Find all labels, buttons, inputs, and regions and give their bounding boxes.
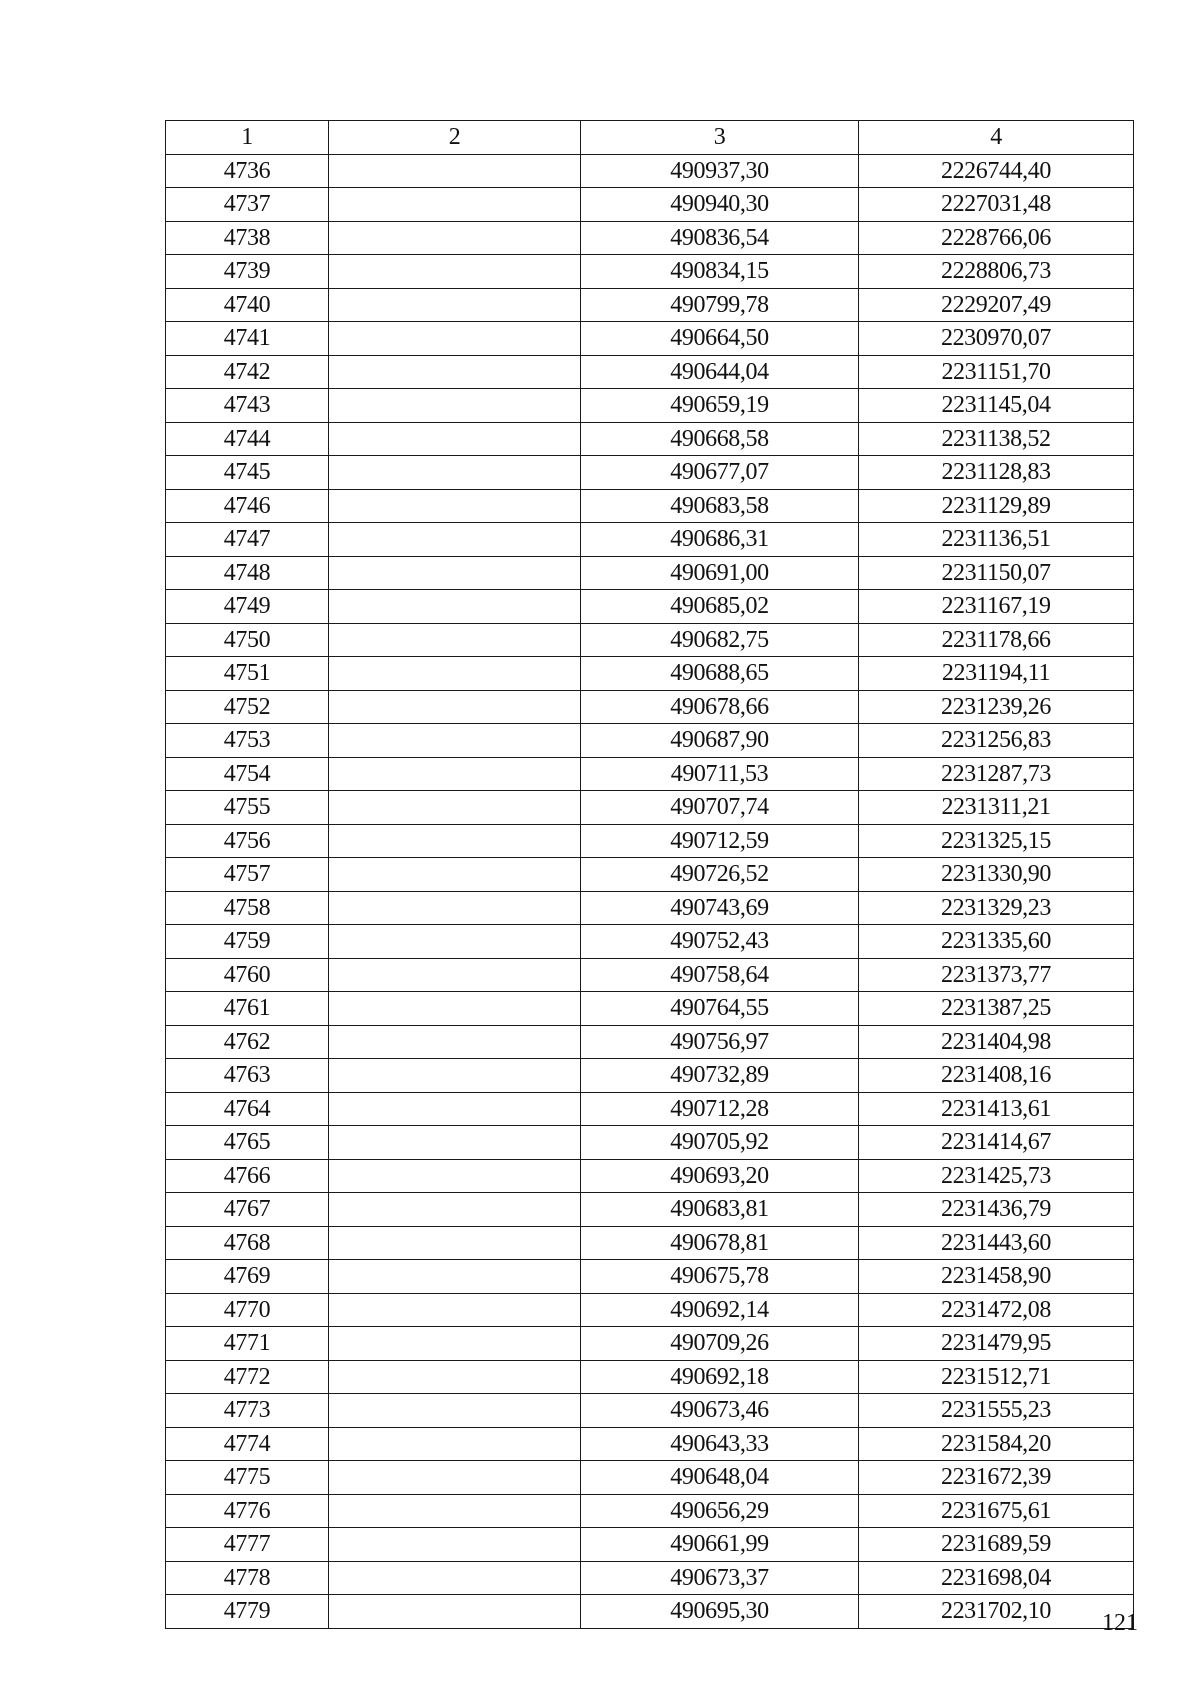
table-row [166, 523, 1134, 557]
col2-cell [329, 188, 581, 222]
y-coordinate-cell: 2231472,08 [859, 1293, 1134, 1327]
y-coordinate-cell: 2227031,48 [859, 188, 1134, 222]
point-number-cell: 4768 [166, 1226, 329, 1260]
x-coordinate-cell: 490678,66 [581, 690, 859, 724]
x-coordinate-cell: 490683,81 [581, 1193, 859, 1227]
y-coordinate-cell: 2231584,20 [859, 1427, 1134, 1461]
point-number-cell: 4744 [166, 422, 329, 456]
table-row [166, 1126, 1134, 1160]
point-number-cell: 4746 [166, 489, 329, 523]
table-body [166, 154, 1134, 1628]
col2-cell [329, 1059, 581, 1093]
col2-cell [329, 154, 581, 188]
col2-cell [329, 791, 581, 825]
point-number-cell: 4743 [166, 389, 329, 423]
point-number-cell: 4749 [166, 590, 329, 624]
point-number-cell: 4770 [166, 1293, 329, 1327]
page-number: 121 [1102, 1610, 1138, 1636]
col2-cell [329, 690, 581, 724]
point-number-cell: 4779 [166, 1595, 329, 1629]
y-coordinate-cell: 2229207,49 [859, 288, 1134, 322]
y-coordinate-cell: 2231145,04 [859, 389, 1134, 423]
point-number-cell: 4754 [166, 757, 329, 791]
y-coordinate-cell: 2231675,61 [859, 1494, 1134, 1528]
y-coordinate-cell: 2231413,61 [859, 1092, 1134, 1126]
table-row [166, 1394, 1134, 1428]
table-row [166, 891, 1134, 925]
table-row [166, 322, 1134, 356]
y-coordinate-cell: 2231329,23 [859, 891, 1134, 925]
y-coordinate-cell: 2231287,73 [859, 757, 1134, 791]
col2-cell [329, 1360, 581, 1394]
col2-cell [329, 1461, 581, 1495]
table-row [166, 255, 1134, 289]
x-coordinate-cell: 490688,65 [581, 657, 859, 691]
col2-cell [329, 590, 581, 624]
col2-cell [329, 288, 581, 322]
point-number-cell: 4741 [166, 322, 329, 356]
table-row [166, 1059, 1134, 1093]
table-row [166, 1025, 1134, 1059]
x-coordinate-cell: 490692,18 [581, 1360, 859, 1394]
x-coordinate-cell: 490668,58 [581, 422, 859, 456]
col2-cell [329, 255, 581, 289]
y-coordinate-cell: 2231256,83 [859, 724, 1134, 758]
x-coordinate-cell: 490732,89 [581, 1059, 859, 1093]
y-coordinate-cell: 2231128,83 [859, 456, 1134, 490]
x-coordinate-cell: 490711,53 [581, 757, 859, 791]
x-coordinate-cell: 490673,37 [581, 1561, 859, 1595]
point-number-cell: 4774 [166, 1427, 329, 1461]
y-coordinate-cell: 2231479,95 [859, 1327, 1134, 1361]
table-row [166, 1293, 1134, 1327]
table-row [166, 1595, 1134, 1629]
col2-cell [329, 1494, 581, 1528]
y-coordinate-cell: 2231325,15 [859, 824, 1134, 858]
x-coordinate-cell: 490937,30 [581, 154, 859, 188]
y-coordinate-cell: 2231443,60 [859, 1226, 1134, 1260]
x-coordinate-cell: 490664,50 [581, 322, 859, 356]
table-row [166, 690, 1134, 724]
col2-cell [329, 523, 581, 557]
table-row [166, 590, 1134, 624]
x-coordinate-cell: 490686,31 [581, 523, 859, 557]
x-coordinate-cell: 490940,30 [581, 188, 859, 222]
col2-cell [329, 925, 581, 959]
point-number-cell: 4777 [166, 1528, 329, 1562]
col2-cell [329, 824, 581, 858]
col2-cell [329, 657, 581, 691]
table-row [166, 1494, 1134, 1528]
point-number-cell: 4736 [166, 154, 329, 188]
table-row [166, 188, 1134, 222]
table-row [166, 1461, 1134, 1495]
y-coordinate-cell: 2231178,66 [859, 623, 1134, 657]
y-coordinate-cell: 2231404,98 [859, 1025, 1134, 1059]
y-coordinate-cell: 2231555,23 [859, 1394, 1134, 1428]
point-number-cell: 4765 [166, 1126, 329, 1160]
y-coordinate-cell: 2231698,04 [859, 1561, 1134, 1595]
x-coordinate-cell: 490758,64 [581, 958, 859, 992]
y-coordinate-cell: 2231512,71 [859, 1360, 1134, 1394]
x-coordinate-cell: 490709,26 [581, 1327, 859, 1361]
x-coordinate-cell: 490648,04 [581, 1461, 859, 1495]
table-row [166, 1360, 1134, 1394]
col2-cell [329, 1260, 581, 1294]
col2-cell [329, 1159, 581, 1193]
table-row [166, 1193, 1134, 1227]
table-row [166, 1528, 1134, 1562]
col2-cell [329, 1561, 581, 1595]
point-number-cell: 4742 [166, 355, 329, 389]
table-row [166, 1226, 1134, 1260]
table-header [166, 121, 1134, 155]
y-coordinate-cell: 2231129,89 [859, 489, 1134, 523]
y-coordinate-cell: 2231330,90 [859, 858, 1134, 892]
col2-cell [329, 623, 581, 657]
point-number-cell: 4753 [166, 724, 329, 758]
x-coordinate-cell: 490693,20 [581, 1159, 859, 1193]
y-coordinate-cell: 2231311,21 [859, 791, 1134, 825]
coordinates-table [165, 120, 1134, 1629]
y-coordinate-cell: 2231408,16 [859, 1059, 1134, 1093]
table-row [166, 824, 1134, 858]
table-row [166, 556, 1134, 590]
x-coordinate-cell: 490691,00 [581, 556, 859, 590]
col2-cell [329, 1293, 581, 1327]
x-coordinate-cell: 490643,33 [581, 1427, 859, 1461]
y-coordinate-cell: 2231436,79 [859, 1193, 1134, 1227]
table-row [166, 992, 1134, 1026]
x-coordinate-cell: 490644,04 [581, 355, 859, 389]
y-coordinate-cell: 2231387,25 [859, 992, 1134, 1026]
col2-cell [329, 1092, 581, 1126]
x-coordinate-cell: 490673,46 [581, 1394, 859, 1428]
point-number-cell: 4776 [166, 1494, 329, 1528]
table-row [166, 1327, 1134, 1361]
column-header-3: 3 [581, 121, 859, 155]
y-coordinate-cell: 2231194,11 [859, 657, 1134, 691]
table-row [166, 389, 1134, 423]
col2-cell [329, 891, 581, 925]
col2-cell [329, 221, 581, 255]
x-coordinate-cell: 490764,55 [581, 992, 859, 1026]
y-coordinate-cell: 2231373,77 [859, 958, 1134, 992]
x-coordinate-cell: 490743,69 [581, 891, 859, 925]
col2-cell [329, 724, 581, 758]
point-number-cell: 4766 [166, 1159, 329, 1193]
point-number-cell: 4752 [166, 690, 329, 724]
y-coordinate-cell: 2231702,10 [859, 1595, 1134, 1629]
column-header-2: 2 [329, 121, 581, 155]
table-row [166, 1561, 1134, 1595]
point-number-cell: 4760 [166, 958, 329, 992]
y-coordinate-cell: 2231414,67 [859, 1126, 1134, 1160]
point-number-cell: 4758 [166, 891, 329, 925]
point-number-cell: 4769 [166, 1260, 329, 1294]
y-coordinate-cell: 2226744,40 [859, 154, 1134, 188]
table-row [166, 791, 1134, 825]
point-number-cell: 4747 [166, 523, 329, 557]
x-coordinate-cell: 490692,14 [581, 1293, 859, 1327]
col2-cell [329, 1226, 581, 1260]
table-row [166, 456, 1134, 490]
point-number-cell: 4775 [166, 1461, 329, 1495]
y-coordinate-cell: 2228806,73 [859, 255, 1134, 289]
x-coordinate-cell: 490695,30 [581, 1595, 859, 1629]
col2-cell [329, 389, 581, 423]
x-coordinate-cell: 490678,81 [581, 1226, 859, 1260]
y-coordinate-cell: 2230970,07 [859, 322, 1134, 356]
y-coordinate-cell: 2231239,26 [859, 690, 1134, 724]
point-number-cell: 4755 [166, 791, 329, 825]
col2-cell [329, 1595, 581, 1629]
table-row [166, 724, 1134, 758]
x-coordinate-cell: 490677,07 [581, 456, 859, 490]
col2-cell [329, 1327, 581, 1361]
col2-cell [329, 1427, 581, 1461]
y-coordinate-cell: 2228766,06 [859, 221, 1134, 255]
y-coordinate-cell: 2231672,39 [859, 1461, 1134, 1495]
y-coordinate-cell: 2231136,51 [859, 523, 1134, 557]
point-number-cell: 4740 [166, 288, 329, 322]
y-coordinate-cell: 2231689,59 [859, 1528, 1134, 1562]
col2-cell [329, 1394, 581, 1428]
point-number-cell: 4750 [166, 623, 329, 657]
point-number-cell: 4763 [166, 1059, 329, 1093]
table-row [166, 288, 1134, 322]
x-coordinate-cell: 490675,78 [581, 1260, 859, 1294]
point-number-cell: 4739 [166, 255, 329, 289]
y-coordinate-cell: 2231150,07 [859, 556, 1134, 590]
point-number-cell: 4761 [166, 992, 329, 1026]
x-coordinate-cell: 490682,75 [581, 623, 859, 657]
point-number-cell: 4756 [166, 824, 329, 858]
col2-cell [329, 355, 581, 389]
x-coordinate-cell: 490705,92 [581, 1126, 859, 1160]
y-coordinate-cell: 2231458,90 [859, 1260, 1134, 1294]
point-number-cell: 4778 [166, 1561, 329, 1595]
table-row [166, 858, 1134, 892]
table-row [166, 355, 1134, 389]
y-coordinate-cell: 2231425,73 [859, 1159, 1134, 1193]
point-number-cell: 4745 [166, 456, 329, 490]
col2-cell [329, 958, 581, 992]
col2-cell [329, 422, 581, 456]
table-row [166, 489, 1134, 523]
point-number-cell: 4764 [166, 1092, 329, 1126]
column-header-1: 1 [166, 121, 329, 155]
table-row [166, 623, 1134, 657]
col2-cell [329, 1528, 581, 1562]
x-coordinate-cell: 490834,15 [581, 255, 859, 289]
x-coordinate-cell: 490656,29 [581, 1494, 859, 1528]
point-number-cell: 4751 [166, 657, 329, 691]
point-number-cell: 4772 [166, 1360, 329, 1394]
col2-cell [329, 556, 581, 590]
point-number-cell: 4757 [166, 858, 329, 892]
table-row [166, 1159, 1134, 1193]
point-number-cell: 4771 [166, 1327, 329, 1361]
table-row [166, 422, 1134, 456]
table-row [166, 1260, 1134, 1294]
table-row [166, 757, 1134, 791]
col2-cell [329, 757, 581, 791]
table-row [166, 154, 1134, 188]
header-row [166, 121, 1134, 155]
table-row [166, 1092, 1134, 1126]
x-coordinate-cell: 490685,02 [581, 590, 859, 624]
y-coordinate-cell: 2231167,19 [859, 590, 1134, 624]
x-coordinate-cell: 490726,52 [581, 858, 859, 892]
col2-cell [329, 456, 581, 490]
column-header-4: 4 [859, 121, 1134, 155]
y-coordinate-cell: 2231335,60 [859, 925, 1134, 959]
table-row [166, 657, 1134, 691]
table-row [166, 925, 1134, 959]
x-coordinate-cell: 490683,58 [581, 489, 859, 523]
point-number-cell: 4762 [166, 1025, 329, 1059]
table-row [166, 958, 1134, 992]
point-number-cell: 4773 [166, 1394, 329, 1428]
col2-cell [329, 858, 581, 892]
x-coordinate-cell: 490687,90 [581, 724, 859, 758]
col2-cell [329, 1193, 581, 1227]
table-row [166, 221, 1134, 255]
col2-cell [329, 992, 581, 1026]
x-coordinate-cell: 490836,54 [581, 221, 859, 255]
table-row [166, 1427, 1134, 1461]
x-coordinate-cell: 490752,43 [581, 925, 859, 959]
col2-cell [329, 322, 581, 356]
y-coordinate-cell: 2231138,52 [859, 422, 1134, 456]
x-coordinate-cell: 490712,28 [581, 1092, 859, 1126]
point-number-cell: 4767 [166, 1193, 329, 1227]
x-coordinate-cell: 490756,97 [581, 1025, 859, 1059]
point-number-cell: 4759 [166, 925, 329, 959]
y-coordinate-cell: 2231151,70 [859, 355, 1134, 389]
x-coordinate-cell: 490707,74 [581, 791, 859, 825]
col2-cell [329, 1025, 581, 1059]
x-coordinate-cell: 490799,78 [581, 288, 859, 322]
point-number-cell: 4748 [166, 556, 329, 590]
x-coordinate-cell: 490712,59 [581, 824, 859, 858]
x-coordinate-cell: 490661,99 [581, 1528, 859, 1562]
col2-cell [329, 1126, 581, 1160]
x-coordinate-cell: 490659,19 [581, 389, 859, 423]
point-number-cell: 4737 [166, 188, 329, 222]
col2-cell [329, 489, 581, 523]
point-number-cell: 4738 [166, 221, 329, 255]
